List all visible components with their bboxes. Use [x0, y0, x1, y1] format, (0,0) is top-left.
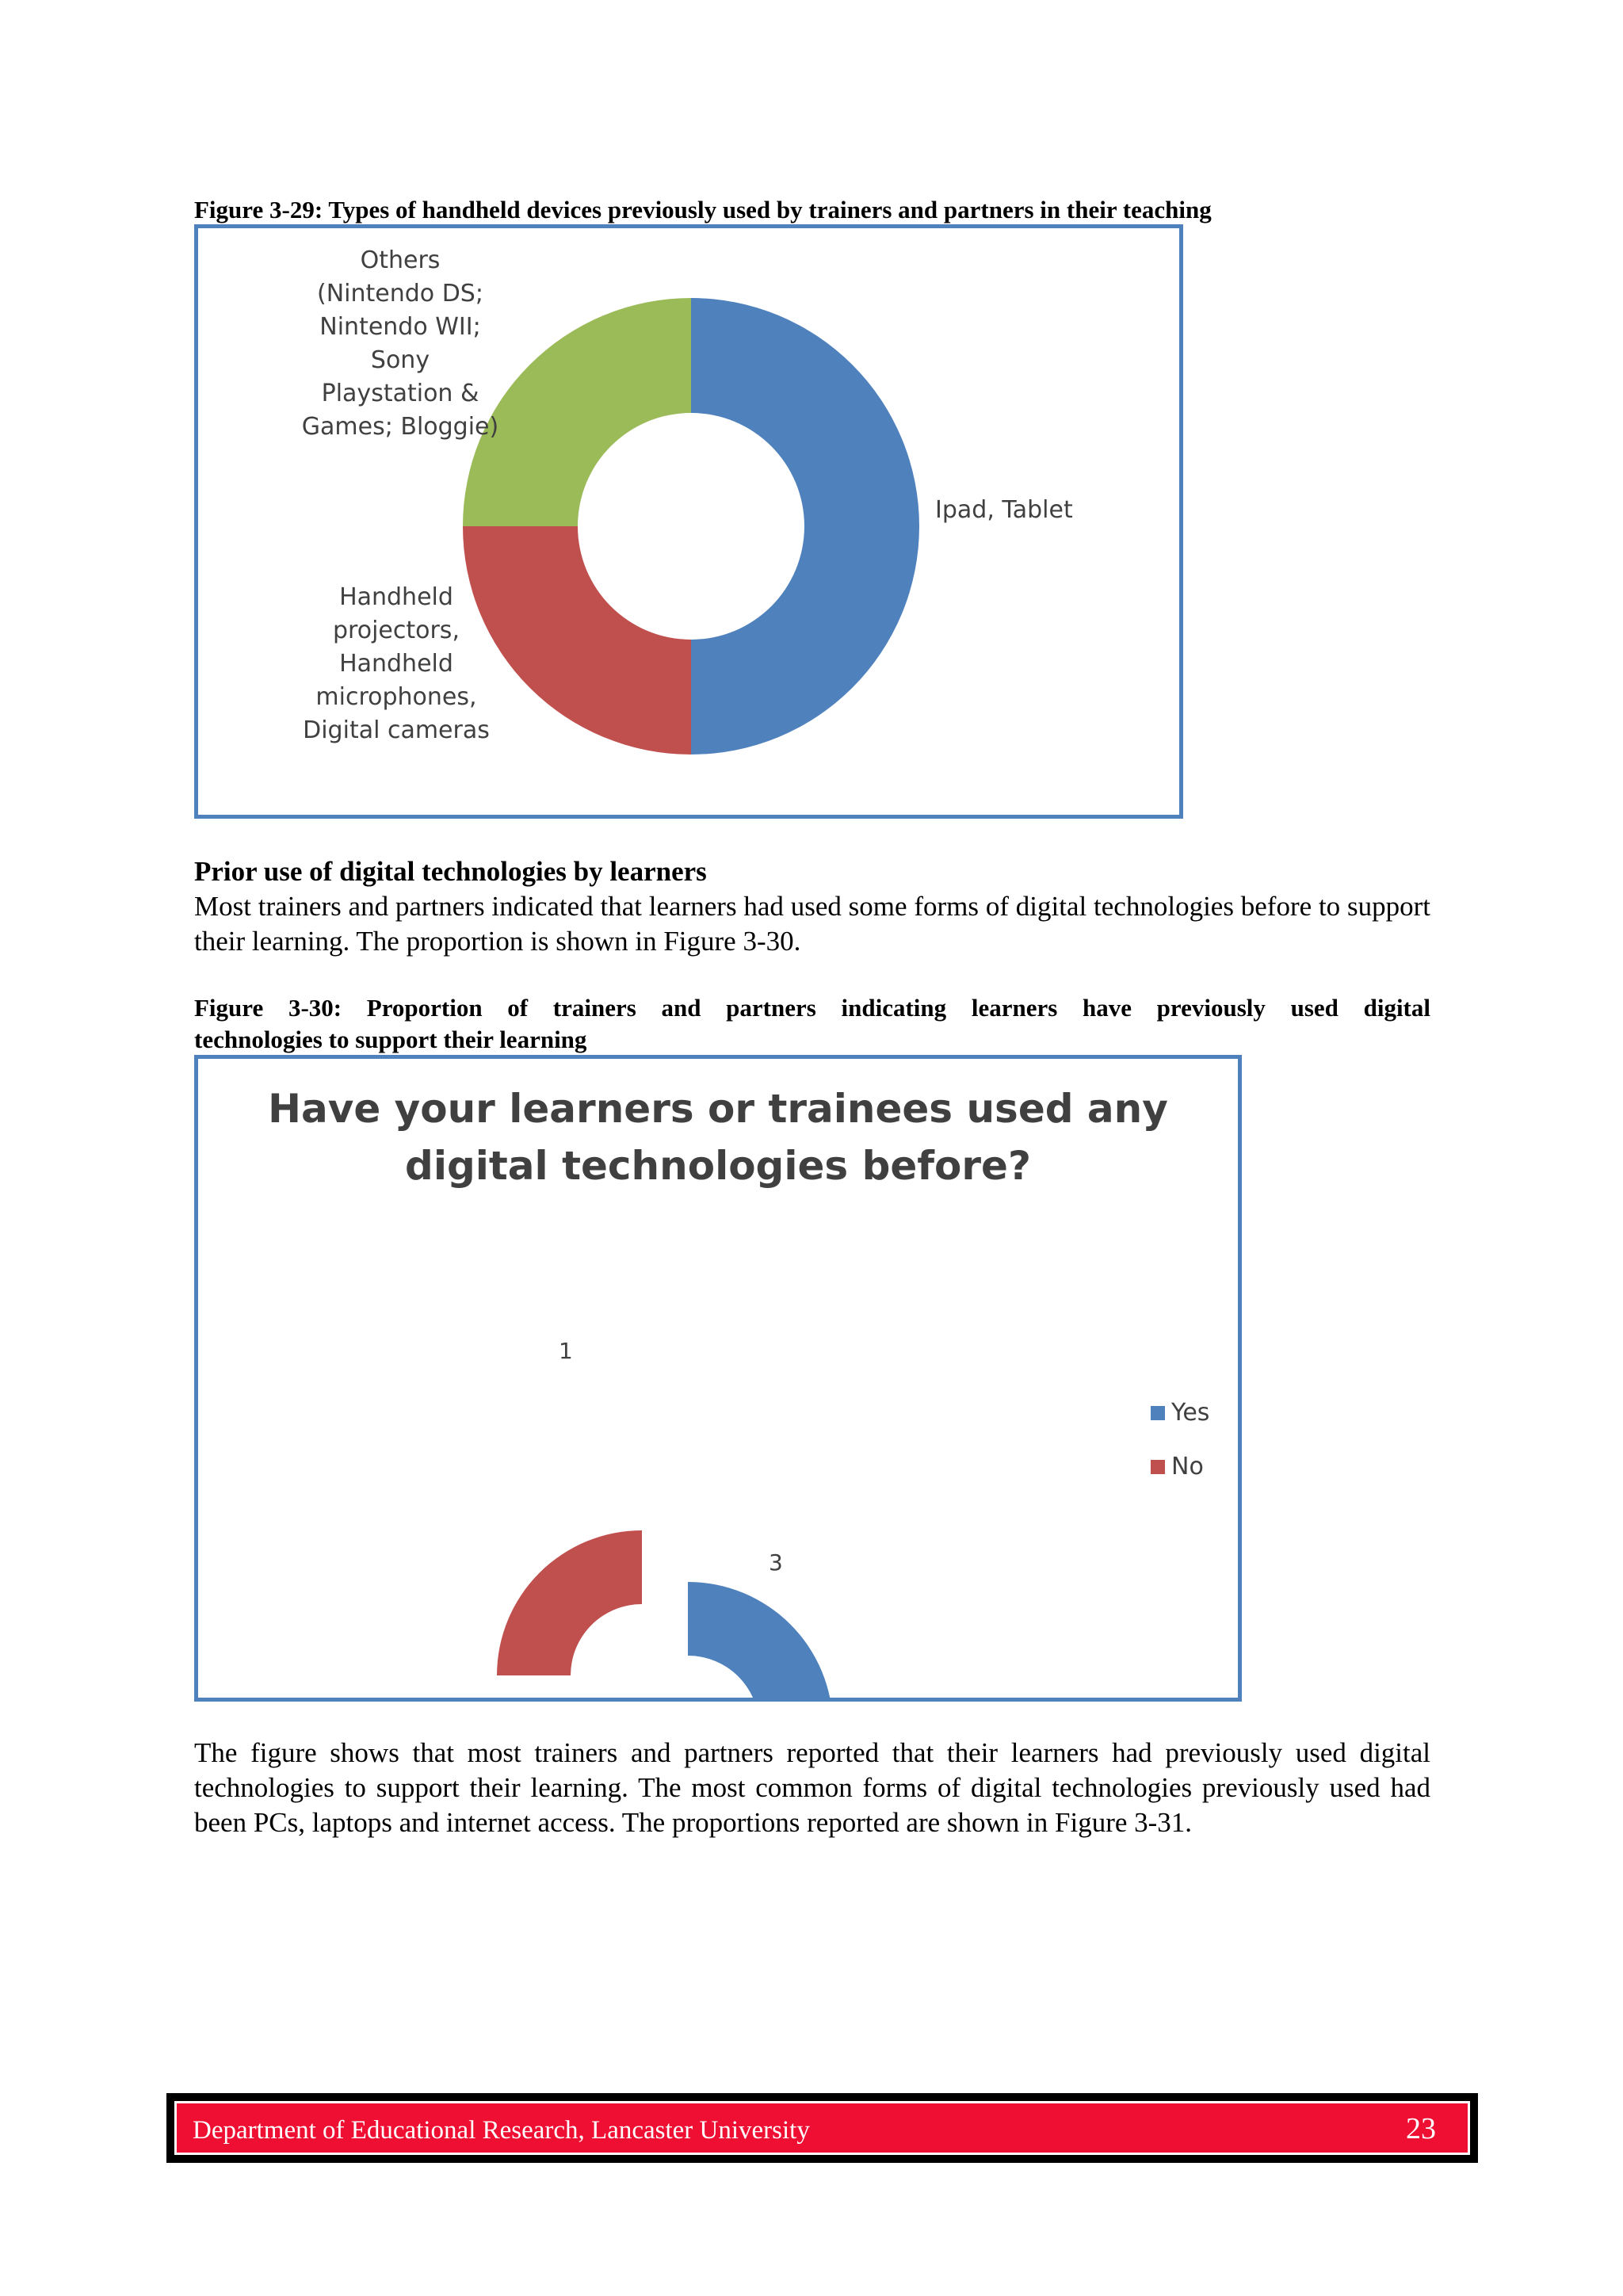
slice-label-0: Ipad, Tablet: [935, 496, 1073, 524]
conclusion-paragraph: The figure shows that most trainers and partners reported that their learners had previously used digital technologies to support their learning. The most common forms of digital technologies previously used had been PCs, laptops and internet access. The proportions reported are shown in Figure 3-31.: [194, 1737, 1430, 1838]
learners-doughnut-chart: [198, 1059, 1238, 1698]
legend-label-yes: Yes: [1171, 1399, 1210, 1427]
data-label-yes: 3: [769, 1549, 783, 1576]
legend-swatch-no: [1151, 1460, 1165, 1474]
slice-label-1: Handheld projectors, Handheld microphones, Digital cameras: [303, 583, 490, 744]
figure-29-caption: Figure 3-29: Types of handheld devices previously used by trainers and partners in their teaching: [194, 196, 1212, 223]
slice-2: [463, 298, 691, 526]
figure-30-caption: [194, 992, 1430, 1024]
figure-30-chart: [194, 1055, 1242, 1702]
section-paragraph: Most trainers and partners indicated that learners had used some forms of digital technologies before to support their learning. The proportion is shown in Figure 3-30.: [194, 891, 1430, 957]
slice-1: [463, 526, 691, 755]
slice-0: [691, 298, 919, 755]
page-footer: [166, 2093, 1478, 2163]
legend-label-no: No: [1171, 1453, 1204, 1480]
data-label-no: 1: [559, 1338, 573, 1364]
chart-title: Have your learners or trainees used any digital technologies before?: [268, 1086, 1168, 1189]
figure-29-chart: [194, 224, 1183, 819]
figure-30-caption-line2: technologies to support their learning: [194, 1026, 587, 1053]
slice-no: [497, 1530, 642, 1675]
figure-30-caption-line1: Figure 3-30: Proportion of trainers and partners indicating learners have previously used digital: [194, 994, 1430, 1022]
section-heading: Prior use of digital technologies by learners: [194, 856, 707, 887]
footer-bar: [174, 2101, 1470, 2155]
devices-doughnut-chart: [198, 228, 1179, 815]
legend-swatch-yes: [1151, 1406, 1165, 1420]
page-number: 23: [1406, 2112, 1436, 2145]
slice-label-2: Others (Nintendo DS; Nintendo WII; Sony Playstation & Games; Bloggie): [301, 246, 499, 441]
footer-text: Department of Educational Research, Lancaster University: [193, 2116, 810, 2145]
